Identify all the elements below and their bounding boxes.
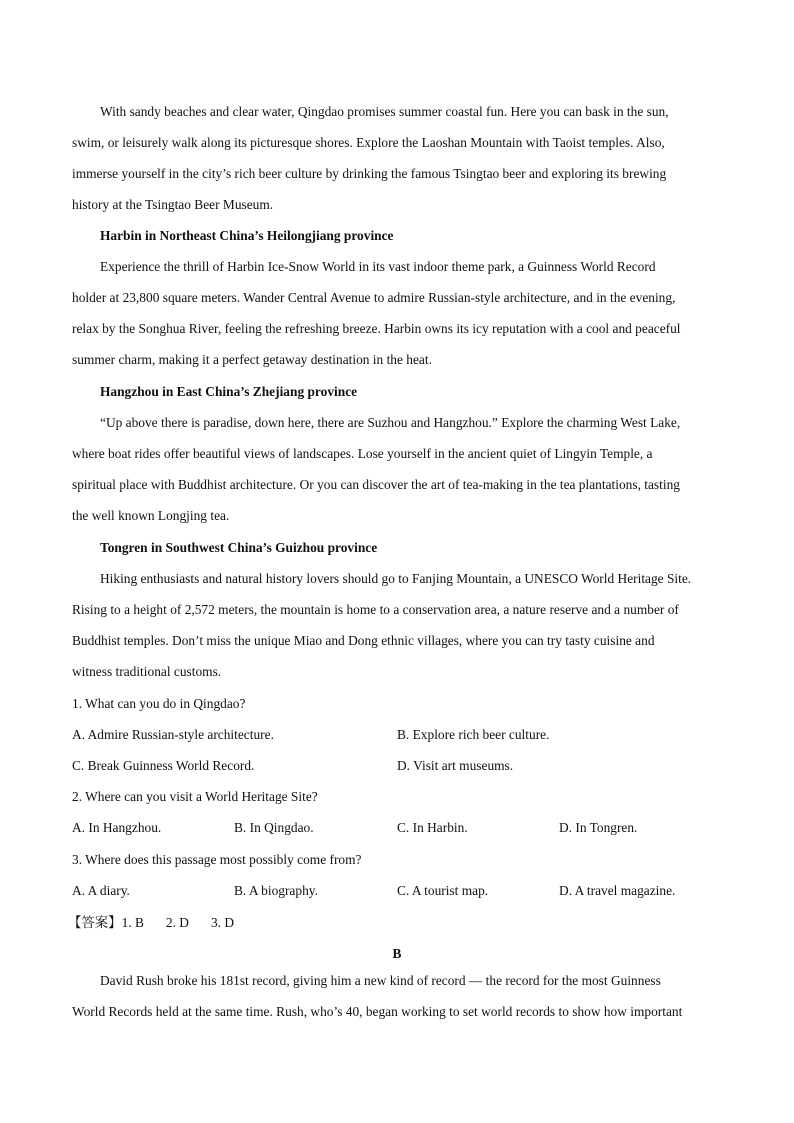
option-d: D. In Tongren.: [559, 820, 638, 835]
answer-label: 【答案】: [68, 915, 122, 930]
paragraph-line: summer charm, making it a perfect getaway destination in the heat.: [72, 352, 432, 367]
option-b: B. A biography.: [234, 883, 318, 898]
answer-key: [68, 913, 234, 933]
paragraph-line: witness traditional customs.: [72, 664, 222, 679]
answer-item: 3. D: [210, 915, 235, 930]
paragraph-line: “Up above there is paradise, down here, there are Suzhou and Hangzhou.” Explore the charming West Lake,: [100, 415, 681, 430]
option-d: D. Visit art museums.: [397, 758, 514, 773]
paragraph-line: Buddhist temples. Don’t miss the unique Miao and Dong ethnic villages, where you can try tasty cuisine and: [72, 633, 655, 648]
question-stem: 2. Where can you visit a World Heritage Site?: [72, 789, 318, 804]
option-b: B. In Qingdao.: [234, 820, 314, 835]
paragraph-line: the well known Longjing tea.: [72, 508, 230, 523]
section-heading-tongren: Tongren in Southwest China’s Guizhou province: [100, 540, 378, 555]
option-c: C. Break Guinness World Record.: [72, 758, 255, 773]
section-title-b: B: [392, 946, 402, 961]
paragraph-line: holder at 23,800 square meters. Wander Central Avenue to admire Russian-style architecture, and in the evening,: [72, 290, 676, 305]
option-a: A. A diary.: [72, 883, 130, 898]
section-heading-harbin: Harbin in Northeast China’s Heilongjiang province: [100, 228, 394, 243]
option-c: C. A tourist map.: [397, 883, 489, 898]
paragraph-line: World Records held at the same time. Rush, who’s 40, began working to set world records to show how important: [72, 1004, 683, 1019]
option-c: C. In Harbin.: [397, 820, 468, 835]
paragraph-line: David Rush broke his 181st record, giving him a new kind of record — the record for the most Guinness: [100, 973, 661, 988]
paragraph-line: swim, or leisurely walk along its picturesque shores. Explore the Laoshan Mountain with Taoist temples. Also,: [72, 135, 665, 150]
question-stem: 3. Where does this passage most possibly come from?: [72, 852, 362, 867]
answer-item: 2. D: [165, 915, 189, 930]
paragraph-line: history at the Tsingtao Beer Museum.: [72, 197, 274, 212]
paragraph-line: Rising to a height of 2,572 meters, the mountain is home to a conservation area, a nature reserve and a number of: [72, 602, 679, 617]
paragraph-line: relax by the Songhua River, feeling the refreshing breeze. Harbin owns its icy reputation with a cool and peaceful: [72, 321, 681, 336]
paragraph-line: Hiking enthusiasts and natural history lovers should go to Fanjing Mountain, a UNESCO World Heritage Site.: [100, 571, 692, 586]
question-stem: 1. What can you do in Qingdao?: [72, 696, 246, 711]
paragraph-line: With sandy beaches and clear water, Qingdao promises summer coastal fun. Here you can bask in the sun,: [100, 104, 669, 119]
paragraph-line: spiritual place with Buddhist architecture. Or you can discover the art of tea-making in the tea plantations, tasting: [72, 477, 680, 492]
option-a: A. Admire Russian-style architecture.: [72, 727, 274, 742]
option-a: A. In Hangzhou.: [72, 820, 162, 835]
option-d: D. A travel magazine.: [559, 883, 676, 898]
section-heading-hangzhou: Hangzhou in East China’s Zhejiang province: [100, 384, 358, 399]
paragraph-line: where boat rides offer beautiful views of landscapes. Lose yourself in the ancient quiet of Lingyin Temple, a: [72, 446, 653, 461]
paragraph-line: Experience the thrill of Harbin Ice-Snow World in its vast indoor theme park, a Guinness World Record: [100, 259, 656, 274]
answer-item: 1. B: [121, 915, 144, 930]
option-b: B. Explore rich beer culture.: [397, 727, 550, 742]
paragraph-line: immerse yourself in the city’s rich beer culture by drinking the famous Tsingtao beer and exploring its brewing: [72, 166, 667, 181]
